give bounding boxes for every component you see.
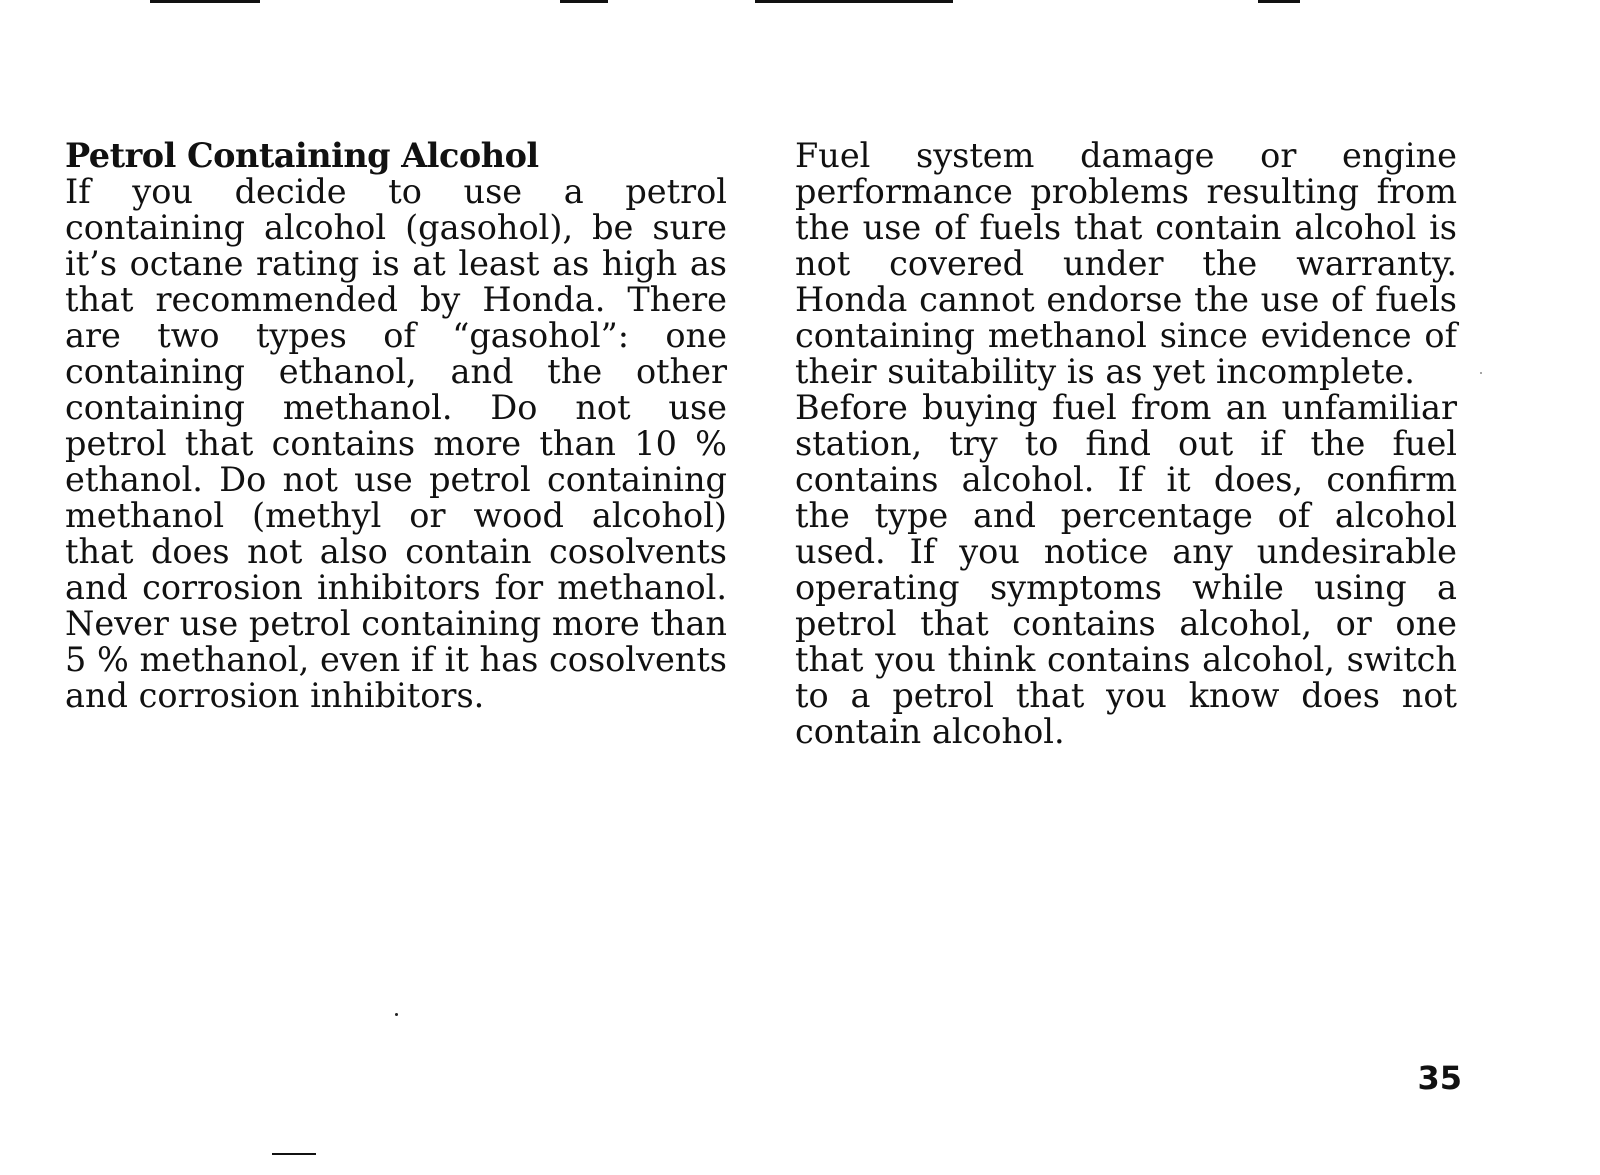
- right-column: [795, 138, 1457, 750]
- page-number: 35: [1417, 1059, 1462, 1097]
- top-edge-rule: [560, 0, 608, 3]
- paragraph: Fuel system damage or engine performance problems resulting from the use of fuels that contain alcohol is not covered under the warranty. Honda cannot endorse the use of fuels containing methanol since evidence of their suitability is as yet incomplete.: [795, 136, 1457, 391]
- bottom-edge-rule: [272, 1153, 316, 1155]
- paragraph: Before buying fuel from an unfamiliar station, try to find out if the fuel contains alcohol. If it does, confirm the type and percentage of alcohol used. If you notice any undesirable operating symptoms while using a petrol that contains alcohol, or one that you think contains alcohol, switch to a petrol that you know does not contain alcohol.: [795, 388, 1457, 751]
- top-edge-rule: [755, 0, 953, 3]
- stray-dot: [1480, 372, 1482, 374]
- paragraph: If you decide to use a petrol containing alcohol (gasohol), be sure it’s octane rating is at least as high as that recommended by Honda. There are two types of “gasohol”: one containing ethanol, and the other containing methanol. Do not use petrol that contains more than 10 % ethanol. Do not use petrol containing methanol (methyl or wood alcohol) that does not also contain cosolvents and corrosion inhibitors for methanol. Never use petrol containing more than 5 % methanol, even if it has cosolvents and corrosion inhibitors.: [65, 172, 727, 715]
- top-edge-rule: [150, 0, 260, 3]
- section-heading: Petrol Containing Alcohol: [65, 136, 539, 175]
- stray-dot: [395, 1013, 398, 1016]
- top-edge-rule: [1258, 0, 1300, 3]
- left-column: [65, 138, 727, 714]
